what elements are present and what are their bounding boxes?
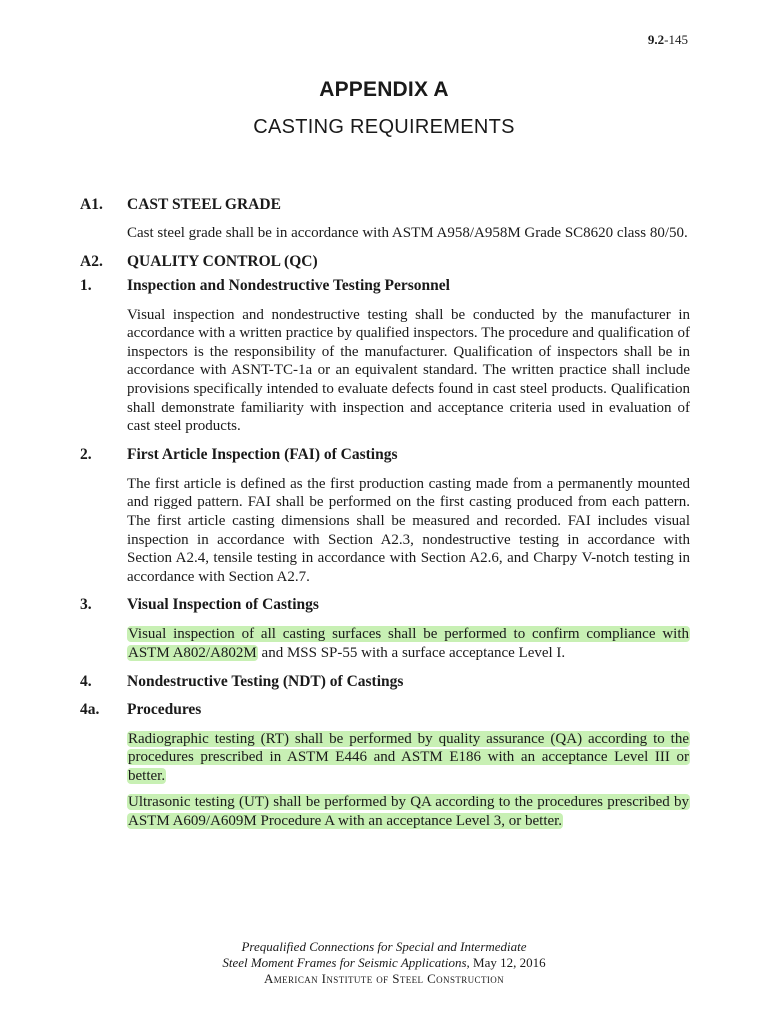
plain-text: and MSS SP-55 with a surface acceptance Level I. (257, 644, 566, 661)
section-heading-a2 (80, 252, 690, 272)
subsection-number: 4. (80, 672, 92, 690)
footer-publication-title: Prequalified Connections for Special and Intermediate (241, 939, 527, 954)
section-heading-a1 (80, 195, 690, 215)
subsection-heading-1 (80, 276, 690, 296)
subsection-number: 3. (80, 596, 92, 614)
section-number: A2. (80, 252, 103, 270)
subsection-title: First Article Inspection (FAI) of Castings (127, 445, 398, 463)
footer-date: May 12, 2016 (469, 955, 546, 970)
subsection-title: Procedures (127, 700, 202, 718)
highlighted-text: Visual inspection of all casting surfaces shall be performed to confirm compliance with ASTM A802/A802M (128, 626, 689, 661)
subsection-number: 4a. (80, 700, 100, 718)
highlighted-text: Radiographic testing (RT) shall be performed by quality assurance (QA) according to the procedures prescribed in ASTM E446 and ASTM E186 with an acceptance Level III or better. (128, 730, 689, 784)
subsection-heading-3 (80, 595, 690, 615)
section-number: A1. (80, 196, 103, 213)
document-body (80, 195, 690, 830)
appendix-subtitle: CASTING REQUIREMENTS (253, 116, 515, 138)
footer-publication-subtitle: Steel Moment Frames for Seismic Applications, (222, 955, 470, 970)
subsection-title: Nondestructive Testing (NDT) of Castings (127, 672, 404, 690)
subsection-number: 2. (80, 445, 92, 463)
subsection-title: Inspection and Nondestructive Testing Personnel (127, 276, 450, 294)
section-title: CAST STEEL GRADE (127, 196, 281, 213)
highlighted-text: Ultrasonic testing (UT) shall be performed by QA according to the procedures prescribed by ASTM A609/A609M Procedure A with an acceptance Level 3, or better. (128, 794, 689, 829)
footer-publisher: American Institute of Steel Construction (263, 971, 505, 986)
subsection-number: 1. (80, 276, 92, 294)
subsection-heading-4 (80, 672, 690, 692)
subsection-heading-2 (80, 445, 690, 465)
footer-publication-line (0, 955, 768, 971)
appendix-title: APPENDIX A (319, 78, 449, 101)
section-title: QUALITY CONTROL (QC) (127, 252, 318, 270)
subsection-heading-4a (80, 700, 690, 720)
paragraph-radiographic-testing (127, 730, 690, 786)
page-number (648, 32, 688, 48)
page-number-page: -145 (664, 32, 688, 47)
paragraph-inspection-personnel: Visual inspection and nondestructive testing shall be conducted by the manufacturer in accordance with a written practice by qualified inspectors. The procedure and qualification of inspectors is the responsibility of the manufacturer. Qualification of inspectors shall be in accordance with ASNT-TC-1a or an equivalent standard. The written practice shall include provisions specifically intended to evaluate defects found in cast steel products. Qualification shall demonstrate familiarity with inspection and acceptance criteria used in evaluation of cast steel products. (127, 306, 690, 435)
paragraph-first-article-inspection: The first article is defined as the first production casting made from a permanently mounted and rigged pattern. FAI shall be performed on the first casting produced from each pattern. The first article casting dimensions shall be measured and recorded. FAI includes visual inspection in accordance with Section A2.3, nondestructive testing in accordance with Section A2.4, tensile testing in accordance with Section A2.6, and Charpy V-notch testing in accordance with Section A2.7. (127, 475, 690, 585)
page-number-chapter: 9.2 (647, 32, 665, 47)
subsection-title: Visual Inspection of Castings (127, 596, 319, 614)
page-footer (0, 939, 768, 987)
paragraph-cast-steel-grade: Cast steel grade shall be in accordance with ASTM A958/A958M Grade SC8620 class 80/50. (127, 225, 688, 241)
paragraph-ultrasonic-testing (127, 793, 690, 830)
paragraph-visual-inspection (127, 625, 690, 662)
